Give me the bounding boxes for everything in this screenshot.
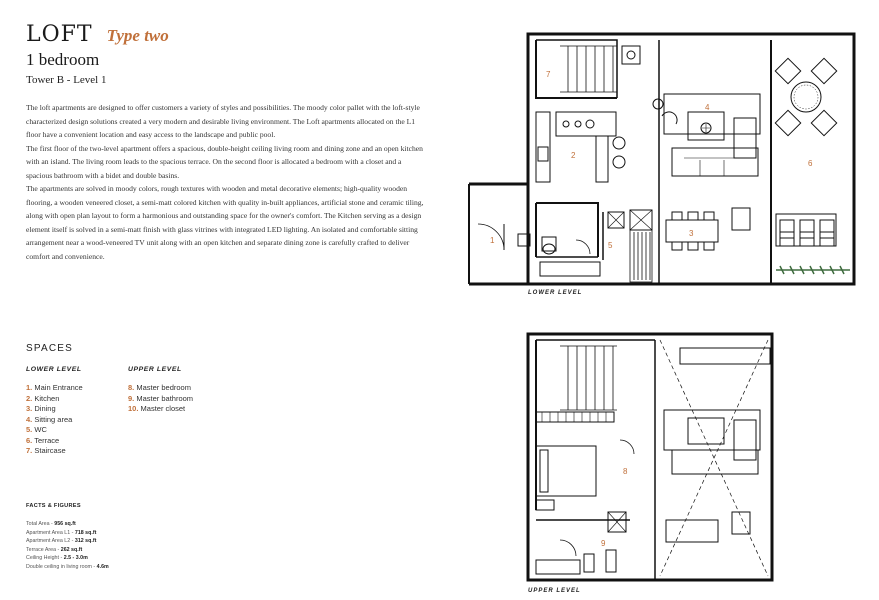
room-number-1: 1 (490, 236, 495, 245)
room-number-5: 5 (608, 241, 613, 250)
description-p2: The first floor of the two-level apartment offers a spacious, double-height ceiling living room and dining zone and an open kitchen with an island. The living room leads to the spacious terrace. On the second floor is allocated a bedroom with a closet and a spacious bathroom with a bidet and double basins. (26, 143, 423, 180)
fact-item: Apartment Area L2 - 312 sq.ft (26, 538, 97, 545)
list-item: 1. Main Entrance (26, 383, 83, 392)
room-number-9: 9 (601, 539, 606, 548)
upper-level-label: UPPER LEVEL (528, 588, 581, 594)
fact-item: Apartment Area L1 - 718 sq.ft (26, 529, 97, 536)
upper-level-plan (528, 334, 772, 580)
fact-item: Terrace Area - 262 sq.ft (26, 546, 83, 553)
list-item: 6. Terrace (26, 435, 60, 445)
list-item: 2. Kitchen (26, 393, 60, 403)
fact-item: Ceiling Height - 2.5 - 3.0m (26, 555, 88, 562)
list-item: 7. Staircase (26, 446, 66, 455)
room-number-3: 3 (689, 229, 694, 238)
page-title: LOFT (26, 22, 93, 47)
list-item: 4. Sitting area (26, 414, 73, 424)
subtitle: 1 bedroom (26, 50, 100, 69)
description-p1: The loft apartments are designed to offer customers a variety of styles and possibilities. The moody color pallet with the loft-style characterized design solutions created a very modern and desirable living environment. The Loft apartments allocated on the L1 floor have a convenient location and easy access to the landscape and public pool. (26, 103, 420, 139)
list-item: 5. WC (26, 425, 47, 434)
description-p3: The apartments are solved in moody colors, rough textures with wooden and metal decorative elements; high-quality wooden flooring, a wooden veneered closet, a semi-matt colored kitchen with quality in-built appliances, artificial stone and ceramic tiling, along with open plan layout to form a harmonious and outstanding space for the owner's comfort. The Kitchen serving as a design element itself is solved in a semi-matt finish with glass vitrines with integrated LED lighting. An isolated and comfortable sitting arrangement near a wood-veneered TV unit along with an open kitchen and separate dining zone is carefully crafted to deliver comfort and convenience. (26, 184, 424, 261)
fact-item: Total Area - 956 sq.ft (26, 521, 76, 527)
spaces-heading: SPACES (26, 343, 74, 354)
room-number-2: 2 (571, 151, 576, 160)
room-number-6: 6 (808, 159, 813, 168)
list-item: 8. Master bedroom (128, 383, 191, 392)
list-item: 3. Dining (26, 404, 56, 413)
room-number-7: 7 (546, 70, 551, 79)
lower-level-plan (469, 34, 854, 284)
list-item: 9. Master bathroom (128, 393, 194, 403)
title-accent: Type two (106, 26, 169, 45)
facts-heading: FACTS & FIGURES (26, 503, 81, 509)
list-item: 10. Master closet (128, 404, 186, 413)
fact-item: Double ceiling in living room - 4.6m (26, 563, 109, 570)
room-number-4: 4 (705, 103, 710, 112)
lower-level-label: LOWER LEVEL (528, 290, 583, 296)
upper-level-heading: UPPER LEVEL (128, 366, 182, 373)
tower-level: Tower B - Level 1 (26, 74, 107, 86)
room-number-8: 8 (623, 467, 628, 476)
lower-level-heading: LOWER LEVEL (26, 366, 82, 373)
